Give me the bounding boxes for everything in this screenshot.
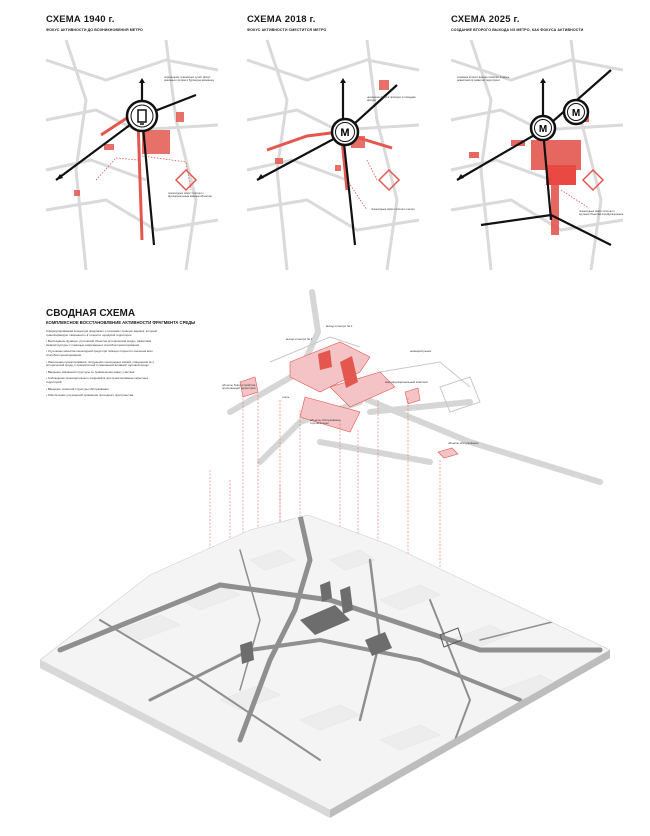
summary-subtitle: КОМПЛЕКСНОЕ ВОССТАНОВЛЕНИЕ АКТИВНОСТИ ФРАГМЕНТА СРЕДЫ bbox=[46, 320, 196, 325]
label-market: немецкий рынок bbox=[410, 349, 432, 353]
summary-title: СВОДНАЯ СХЕМА bbox=[46, 308, 136, 319]
label-landscape: объекты благоустройства прилегающей территории bbox=[222, 383, 256, 391]
label-metro-exit-2: выход из метро № 2 bbox=[326, 324, 353, 328]
summary-paragraph: • Введение связанной структуры по привлечению новых участков bbox=[46, 369, 135, 374]
scheme-1940-subtitle: ФОКУС АКТИВНОСТИ ДО ВОЗНИКНОВЕНИЯ МЕТРО bbox=[46, 28, 143, 32]
summary-paragraph: • Введение понятной структуры обслуживания bbox=[46, 386, 109, 391]
summary-paragraph: Сформулированная концепция предлагает и сохраняет принцип каркаса, который трансформирует связанность в точности городской территории bbox=[46, 329, 157, 337]
scheme-2018-subtitle: ФОКУС АКТИВНОСТИ СМЕСТИТСЯ МЕТРО bbox=[247, 28, 327, 32]
summary-paragraph: • Улучшение качества пешеходной среди при помощи открытого озеления всех способов проектирования bbox=[46, 349, 153, 357]
label-service: объекты обслуживания bbox=[448, 441, 479, 445]
summary-paragraph: • Соблюдение проницательного ландшафта при проектировании окрестных территорий bbox=[46, 376, 149, 384]
scheme-1940-title: СХЕМА 1940 г. bbox=[46, 14, 115, 25]
scheme-1940-note-bottom: пешеходные связи тяготеют к функциональным важным объектам bbox=[168, 192, 212, 199]
scheme-2025-subtitle: СОЗДАНИЕ ВТОРОГО ВЫХОДА ИЗ МЕТРО, КАК ФОКУСА АКТИВНОСТИ bbox=[451, 28, 584, 32]
summary-paragraph: • Воссоздание функции, улучшений объектов исторической среды, развитием инфраструктуры с помощью современных способов проектирования bbox=[46, 339, 152, 347]
scheme-2025-title: СХЕМА 2025 г. bbox=[451, 14, 520, 25]
label-multifunc: многофункциональный комплекс bbox=[385, 380, 428, 384]
scheme-2018-note-top: нечинение фокуса приходит к площадке фокуса bbox=[367, 96, 416, 103]
scheme-1940-note-top: пересечение транзитных путей, фокус реальных потоков в бурлящую мешанину bbox=[164, 76, 215, 83]
scheme-2025-metro-symbol-1: М bbox=[538, 124, 548, 135]
summary-paragraph: • Обеспечение улучшенной провинция проходного пространства bbox=[46, 393, 134, 398]
scheme-2018-metro-symbol: М bbox=[340, 127, 350, 139]
label-trade-zone: объекты обслуживания торговой зоны bbox=[310, 418, 341, 426]
scheme-2025-note-bottom: пешеходные связи тяготеют к кругным объектам агрофункционала bbox=[579, 210, 624, 217]
scheme-2025-note-top: создание второго выхода позволит создать новый вектор развития территории bbox=[457, 76, 510, 83]
scheme-2018-note-bottom: пешеходные связи тяготеют к метро bbox=[371, 208, 415, 211]
label-metro-exit-1: выход из метро № 1 bbox=[286, 337, 313, 341]
label-hotel: отель bbox=[282, 395, 290, 399]
summary-paragraph: • Увеличение проектирования, погружения пешеходных связей, повышения их к исторической среде, к приоритетной и смешанной активной торговой среды bbox=[46, 359, 154, 368]
scheme-2018-title: СХЕМА 2018 г. bbox=[247, 14, 316, 25]
scheme-2025-metro-symbol-2: М bbox=[571, 108, 581, 119]
